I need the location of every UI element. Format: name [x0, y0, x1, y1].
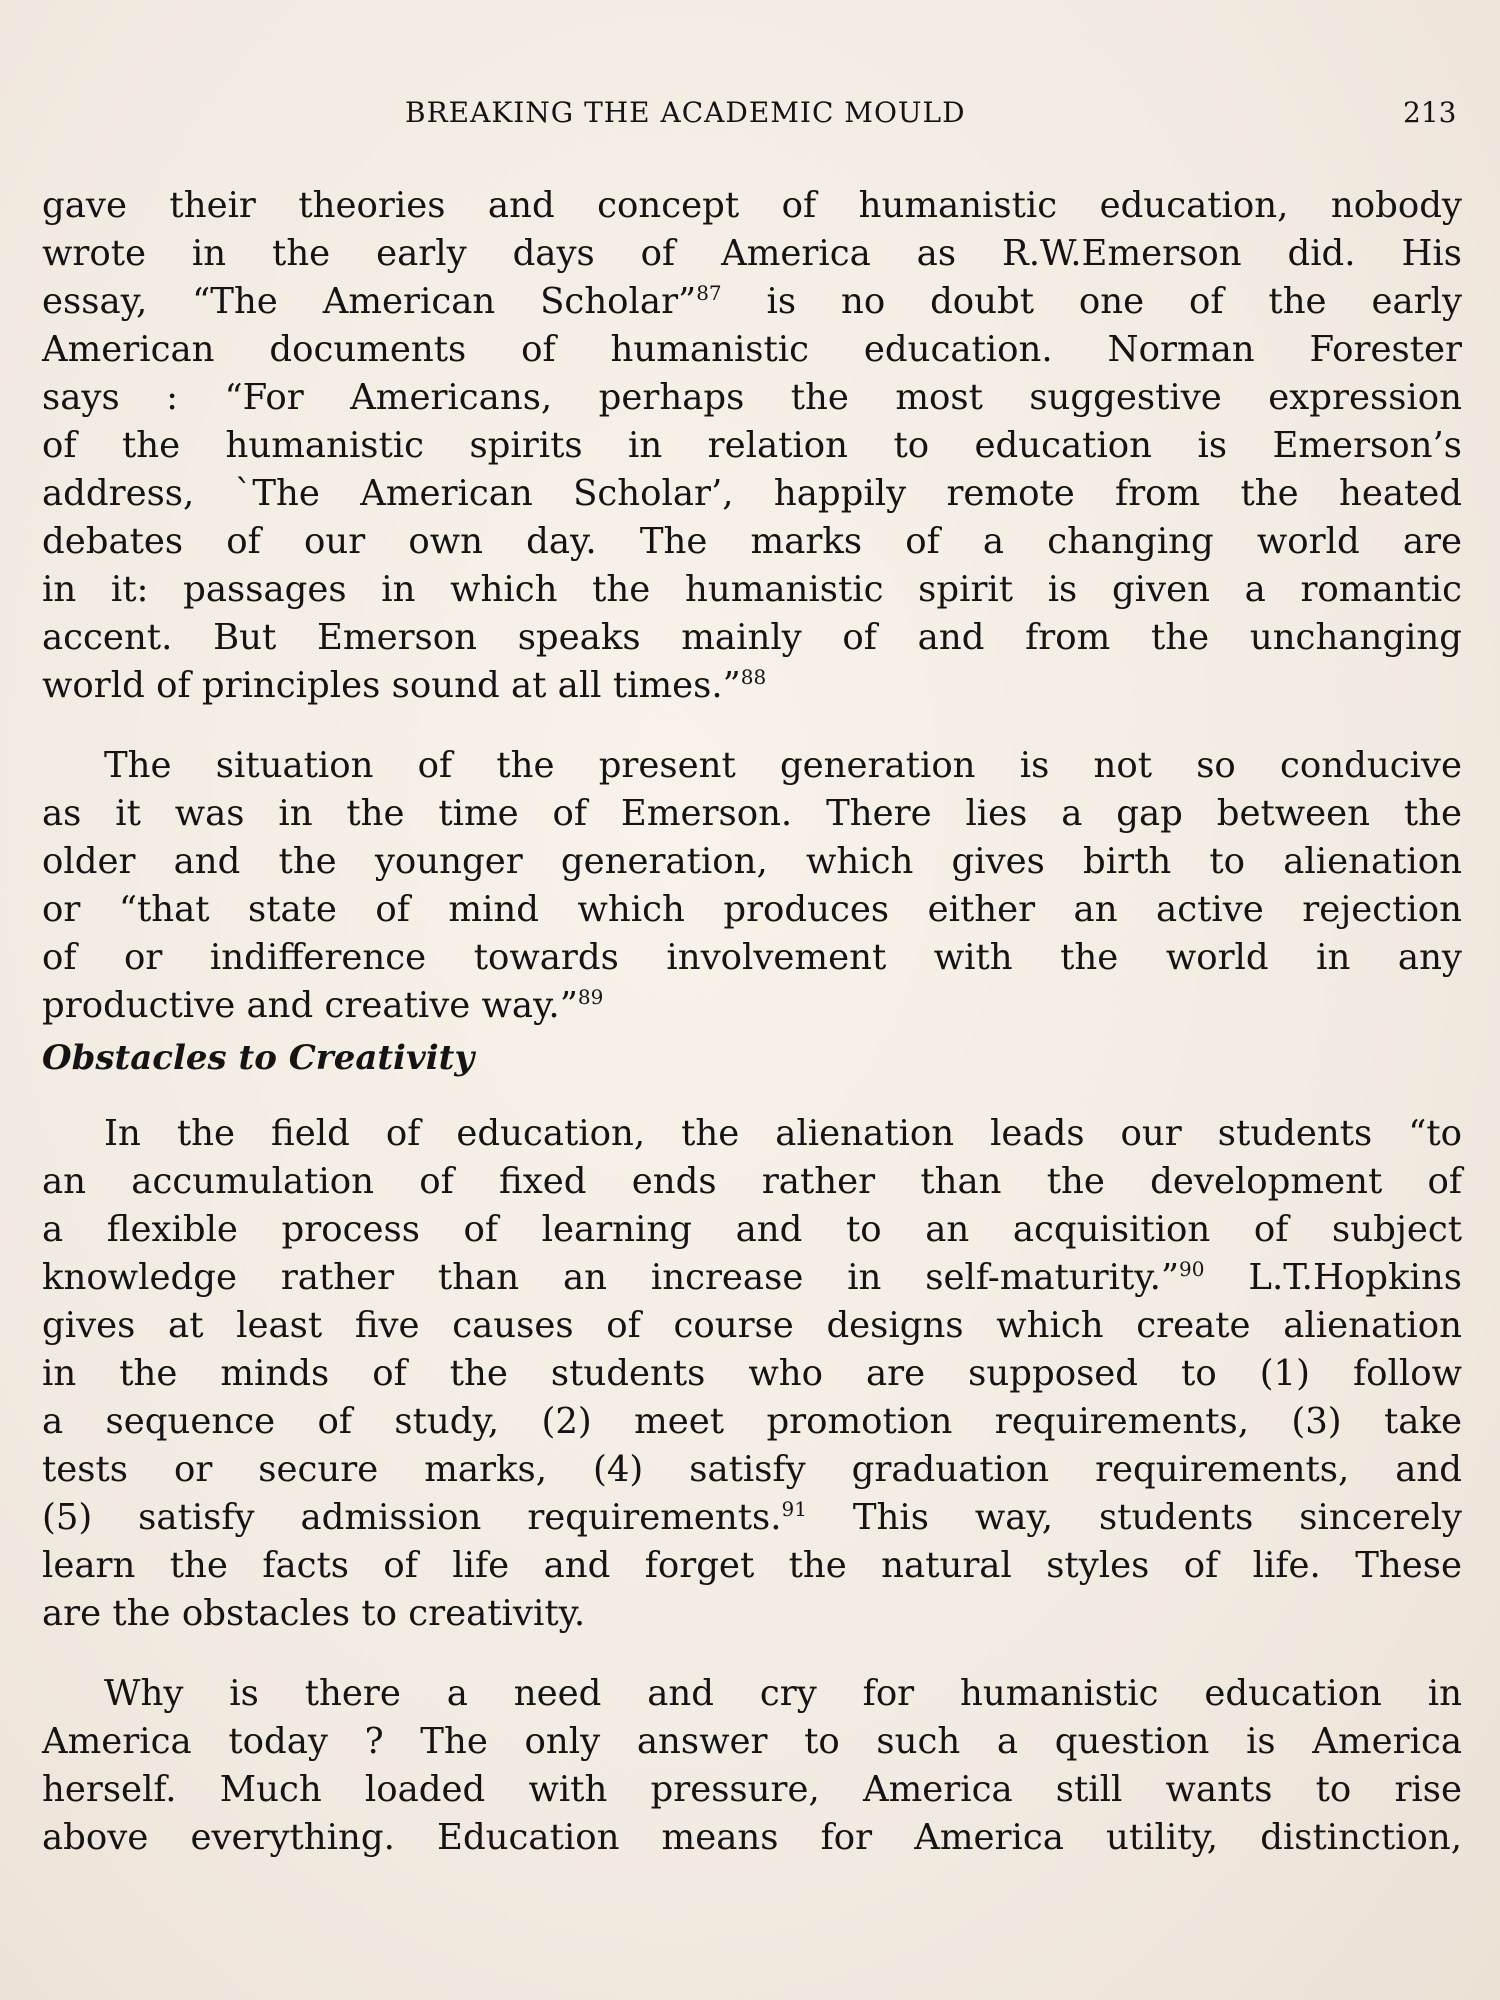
paragraph-gap	[42, 710, 1462, 742]
text-line: are the obstacles to creativity.	[42, 1593, 586, 1634]
paragraph-3	[42, 1110, 1462, 1638]
text-line: gives at least five causes of course designs which create alienation	[42, 1305, 1462, 1346]
text-line: tests or secure marks, (4) satisfy graduation requirements, and	[42, 1449, 1462, 1490]
paragraph-1	[42, 182, 1462, 710]
text-line: debates of our own day. The marks of a changing world are	[42, 521, 1462, 562]
text-line: herself. Much loaded with pressure, America still wants to rise	[42, 1769, 1462, 1810]
text-line: in it: passages in which the humanistic spirit is given a romantic	[42, 569, 1462, 610]
text-line: a flexible process of learning and to an acquisition of subject	[42, 1209, 1462, 1250]
text-line: essay, “The American Scholar”$^{87}$ is no doubt one of the early	[42, 281, 1462, 322]
text-line: gave their theories and concept of humanistic education, nobody	[42, 185, 1462, 226]
text-line: learn the facts of life and forget the natural styles of life. These	[42, 1545, 1462, 1586]
footnote-ref: 90	[1179, 1257, 1205, 1282]
footnote-ref: 91	[781, 1497, 807, 1522]
text-line: wrote in the early days of America as R.W.Emerson did. His	[42, 233, 1462, 274]
running-head	[0, 96, 1500, 136]
text-line: world of principles sound at all times.”$^{88}$	[42, 665, 767, 706]
text-line: of or indifference towards involvement with the world in any	[42, 937, 1462, 978]
text-line: as it was in the time of Emerson. There lies a gap between the	[42, 793, 1462, 834]
text-line: address, `The American Scholar’, happily remote from the heated	[42, 473, 1462, 514]
text-line: In the field of education, the alienation leads our students “to	[104, 1113, 1462, 1154]
text-line: in the minds of the students who are supposed to (1) follow	[42, 1353, 1462, 1394]
paragraph-2	[42, 742, 1462, 1030]
running-title: BREAKING THE ACADEMIC MOULD	[405, 96, 966, 129]
page-number: 213	[1403, 96, 1457, 129]
text-line: an accumulation of fixed ends rather than the development of	[42, 1161, 1462, 1202]
text-line: accent. But Emerson speaks mainly of and from the unchanging	[42, 617, 1462, 658]
text-line: a sequence of study, (2) meet promotion requirements, (3) take	[42, 1401, 1462, 1442]
footnote-ref: 88	[740, 665, 767, 690]
body-text	[42, 182, 1462, 1862]
paragraph-gap	[42, 1638, 1462, 1670]
text-line: older and the younger generation, which gives birth to alienation	[42, 841, 1462, 882]
text-line: knowledge rather than an increase in self-maturity.”$^{90}$ L.T.Hopkins	[42, 1257, 1462, 1298]
text-line: (5) satisfy admission requirements.$^{91}$ This way, students sincerely	[42, 1497, 1462, 1538]
text-line: American documents of humanistic education. Norman Forester	[42, 329, 1462, 370]
footnote-ref: 89	[577, 985, 604, 1010]
text-line: of the humanistic spirits in relation to education is Emerson’s	[42, 425, 1462, 466]
text-line: America today ? The only answer to such a question is America	[42, 1721, 1462, 1762]
text-line: The situation of the present generation is not so conducive	[104, 745, 1462, 786]
text-line: says : “For Americans, perhaps the most suggestive expression	[42, 377, 1462, 418]
text-line: productive and creative way.”$^{89}$	[42, 985, 604, 1026]
paragraph-4	[42, 1670, 1462, 1862]
section-heading: Obstacles to Creativity	[42, 1038, 475, 1078]
text-line: or “that state of mind which produces either an active rejection	[42, 889, 1462, 930]
text-line: Why is there a need and cry for humanistic education in	[104, 1673, 1462, 1714]
text-line: above everything. Education means for America utility, distinction,	[42, 1817, 1462, 1858]
footnote-ref: 87	[696, 281, 722, 306]
